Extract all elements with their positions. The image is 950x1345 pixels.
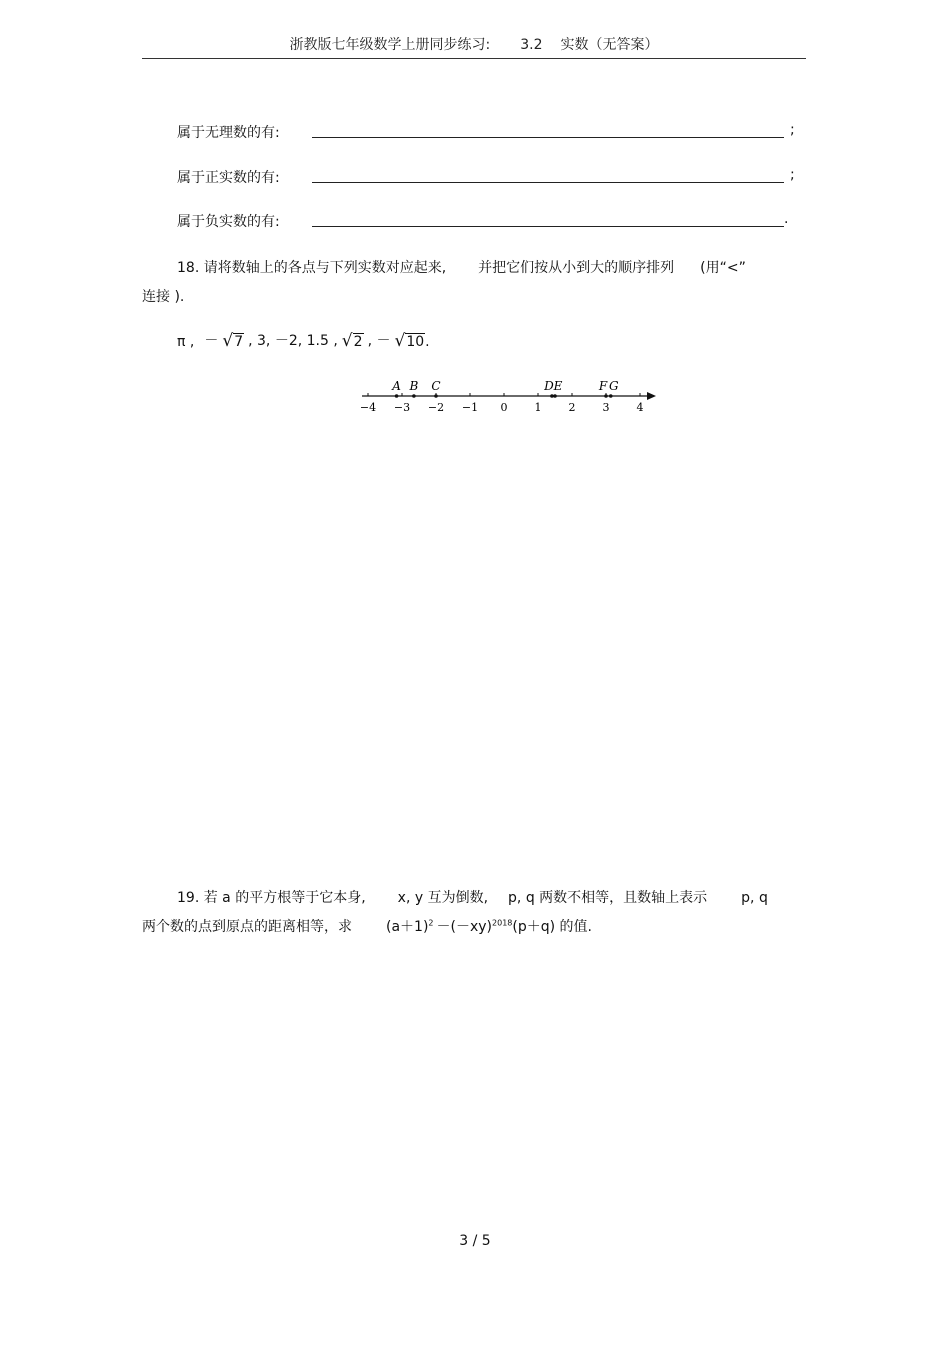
axis-tick-label: 4 <box>636 401 644 414</box>
axis-point-label-F: F <box>598 379 608 393</box>
axis-point-label-E: E <box>553 379 563 393</box>
q19-expr-1: (a＋1) <box>386 919 429 935</box>
number-list-end: . <box>425 334 430 350</box>
header-section: 3.2 <box>520 37 543 53</box>
q19-expr-3: (p＋q) 的值. <box>512 919 592 935</box>
q18-text-b: 并把它们按从小到大的顺序排列 <box>478 260 675 276</box>
q19-text-d: p, q <box>741 890 768 906</box>
axis-tick-label: −2 <box>427 401 445 414</box>
fill-row-positive-end: ; <box>790 167 795 183</box>
q19-text-b: x, y 互为倒数, <box>397 890 489 906</box>
page-number: 3 / 5 <box>459 1233 491 1249</box>
axis-point-G <box>609 394 613 398</box>
axis-tick-label: −3 <box>393 401 411 414</box>
axis-tick-label: −1 <box>461 401 479 414</box>
fill-row-negative-end: . <box>784 211 789 227</box>
axis-arrow-icon <box>647 392 656 400</box>
answer-blank-irrational[interactable] <box>312 137 784 138</box>
question-18-line-1 <box>142 257 806 277</box>
axis-tick-label: 1 <box>534 401 542 414</box>
q19-text-e: 两个数的点到原点的距离相等，求 <box>142 919 352 935</box>
axis-point-E <box>553 394 557 398</box>
number-separator-2: , － <box>367 333 391 349</box>
axis-point-label-A: A <box>392 379 401 393</box>
axis-point-label-C: C <box>431 379 441 393</box>
axis-point-A <box>395 394 399 398</box>
axis-tick-label: 3 <box>602 401 610 414</box>
sqrt-7: √ 7 <box>222 331 244 351</box>
q18-number-list <box>177 330 430 350</box>
q19-text-a: 19. 若 a 的平方根等于它本身, <box>177 890 366 906</box>
minus-sign: － <box>204 333 219 349</box>
pi-symbol: π , <box>177 334 195 350</box>
number-separator-1: , 3, －2, 1.5 , <box>248 333 338 349</box>
question-19-line-2 <box>142 916 806 936</box>
q19-exponent-1: 2 <box>428 918 434 928</box>
axis-tick-label: −4 <box>359 401 377 414</box>
axis-point-F <box>604 394 608 398</box>
sqrt-10: √ 10 <box>394 331 425 351</box>
q18-text-a: 18. 请将数轴上的各点与下列实数对应起来, <box>177 260 447 276</box>
axis-point-B <box>412 394 416 398</box>
fill-row-irrational-end: ; <box>790 122 795 138</box>
q19-exponent-2: 2018 <box>492 918 513 928</box>
question-18-line-2: 连接 ). <box>142 289 185 305</box>
axis-point-label-D: D <box>544 379 554 393</box>
answer-blank-negative[interactable] <box>312 226 784 227</box>
header-title: 浙教版七年级数学上册同步练习: <box>289 37 491 53</box>
fill-row-negative-label: 属于负实数的有: <box>177 214 280 230</box>
question-19-line-1 <box>142 887 806 907</box>
answer-blank-positive[interactable] <box>312 182 784 183</box>
axis-tick-label: 0 <box>500 401 508 414</box>
axis-tick-label: 2 <box>568 401 576 414</box>
axis-point-label-B: B <box>409 379 419 393</box>
number-line-figure <box>356 372 666 422</box>
header-topic: 实数（无答案） <box>560 37 659 53</box>
fill-row-irrational-label: 属于无理数的有: <box>177 125 280 141</box>
sqrt-2: √ 2 <box>341 331 363 351</box>
axis-point-label-G: G <box>608 379 619 393</box>
q19-expr-2: －(－xy) <box>436 919 493 935</box>
axis-point-C <box>434 394 438 398</box>
page-header <box>142 34 806 59</box>
q18-text-c: (用“<” <box>700 260 746 276</box>
fill-row-positive-label: 属于正实数的有: <box>177 170 280 186</box>
q19-text-c: p, q 两数不相等，且数轴上表示 <box>508 890 708 906</box>
